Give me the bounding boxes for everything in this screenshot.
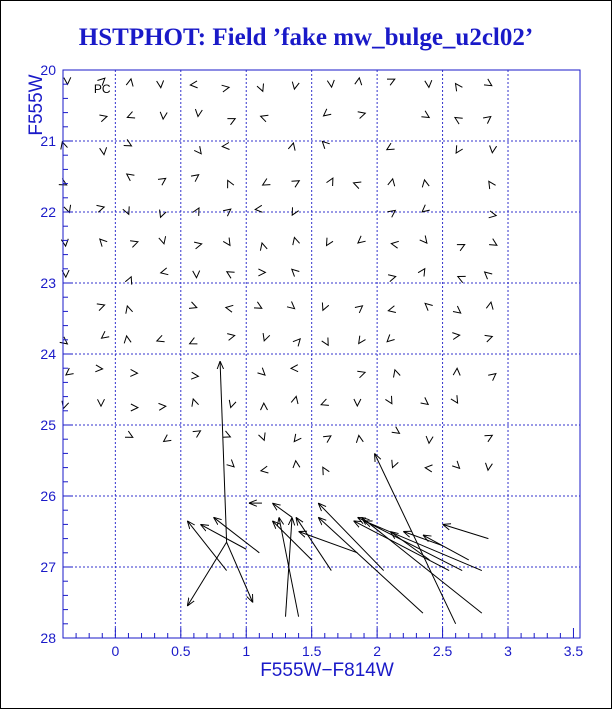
field-vector <box>490 145 497 152</box>
field-vector <box>288 143 295 151</box>
field-vector <box>456 145 463 153</box>
field-vector <box>292 207 299 215</box>
field-vector <box>99 115 107 122</box>
field-vector <box>358 236 366 243</box>
data-arrow <box>272 503 292 517</box>
field-vector <box>124 139 132 146</box>
field-vector <box>327 178 333 186</box>
field-vector <box>425 80 432 87</box>
field-vector <box>451 395 458 403</box>
x-tick-label: 1.5 <box>301 643 322 659</box>
field-vector <box>388 275 396 282</box>
field-vector <box>359 336 366 344</box>
field-vector <box>453 306 461 313</box>
field-vector <box>456 84 463 92</box>
field-vector <box>228 180 234 188</box>
field-vector <box>421 111 429 118</box>
field-vector <box>60 337 68 344</box>
field-vector <box>194 146 201 154</box>
field-vector <box>484 79 492 86</box>
field-vector <box>193 271 200 278</box>
field-vector <box>489 181 496 189</box>
field-vector <box>327 238 334 246</box>
field-vector <box>486 463 493 470</box>
field-vector <box>102 331 110 338</box>
field-vector <box>385 396 392 404</box>
data-arrow <box>318 503 383 570</box>
x-tick-label: 2.5 <box>432 643 453 659</box>
field-vector <box>452 333 459 340</box>
field-vector <box>388 306 396 313</box>
field-vector <box>258 269 265 276</box>
field-vector <box>223 238 230 246</box>
field-vector <box>291 396 298 404</box>
field-vector <box>323 467 330 475</box>
field-vector <box>66 368 74 375</box>
field-vector <box>354 399 361 406</box>
field-vector <box>426 436 433 443</box>
field-vector <box>322 338 329 346</box>
field-vector <box>392 460 399 468</box>
field-vector <box>191 372 198 379</box>
field-vector <box>223 209 231 216</box>
field-vector <box>130 241 138 248</box>
field-vector <box>388 179 395 187</box>
field-vector <box>261 403 268 410</box>
field-vector <box>394 370 401 378</box>
x-tick-label: 0 <box>111 643 120 659</box>
field-vector <box>255 205 262 212</box>
field-vector <box>192 399 199 407</box>
data-arrow <box>272 521 311 560</box>
field-vector <box>130 369 137 376</box>
field-vector <box>254 302 262 309</box>
field-vector <box>488 374 496 381</box>
field-vector <box>422 205 430 212</box>
y-tick-label: 25 <box>40 417 56 433</box>
field-vector <box>292 269 300 276</box>
field-vector <box>260 243 267 251</box>
y-tick-label: 26 <box>40 488 56 504</box>
field-vectors <box>59 77 497 475</box>
field-vector <box>485 272 493 279</box>
field-vector <box>486 302 493 310</box>
data-arrow <box>187 542 226 606</box>
field-vector <box>321 399 329 406</box>
field-vector <box>263 333 270 341</box>
y-tick-label: 27 <box>40 559 56 575</box>
field-vector <box>131 404 138 411</box>
field-vector <box>126 306 133 314</box>
field-vector <box>293 461 300 468</box>
y-tick-label: 20 <box>40 62 56 78</box>
x-tick-label: 0.5 <box>171 643 191 659</box>
field-vector <box>258 368 266 375</box>
field-vector <box>294 434 301 442</box>
field-vector <box>195 109 202 116</box>
field-vector <box>458 276 466 282</box>
field-vector <box>483 117 491 124</box>
plot-annotation: PC <box>93 81 111 96</box>
field-vector <box>388 210 396 217</box>
field-vector <box>97 304 105 311</box>
field-vector <box>191 175 199 182</box>
field-vector <box>222 143 229 150</box>
y-tick-label: 21 <box>40 133 56 149</box>
field-vector <box>292 181 300 188</box>
field-vector <box>485 435 493 442</box>
field-vector <box>418 269 425 277</box>
field-vector <box>257 84 264 92</box>
field-vector <box>322 303 328 311</box>
field-vector <box>287 302 295 309</box>
field-vector <box>159 403 166 410</box>
field-vector <box>100 239 107 247</box>
field-vector <box>161 268 169 275</box>
field-vector <box>158 178 166 185</box>
field-vector <box>190 81 197 88</box>
field-vector <box>387 143 395 150</box>
field-vector <box>189 302 197 309</box>
y-tick-label: 24 <box>40 346 56 362</box>
field-vector <box>64 205 71 213</box>
field-vector <box>190 338 198 344</box>
field-vector <box>425 303 433 310</box>
field-vector <box>227 119 235 125</box>
data-arrow <box>227 542 253 602</box>
chart-title: HSTPHOT: Field ’fake mw_bulge_u2cl02’ <box>78 24 534 51</box>
field-vector <box>387 334 395 341</box>
data-arrow <box>220 361 227 542</box>
field-vector <box>229 400 236 408</box>
field-vector <box>222 85 230 92</box>
field-vector <box>420 236 427 244</box>
field-vector <box>291 365 298 372</box>
x-tick-label: 3 <box>504 643 512 659</box>
y-tick-label: 22 <box>40 204 56 220</box>
field-vector <box>387 79 395 85</box>
y-axis-label: F555W <box>26 74 47 136</box>
x-tick-label: 1 <box>242 643 251 659</box>
data-arrow <box>423 535 469 560</box>
field-vector <box>193 431 201 438</box>
field-vector <box>95 365 102 372</box>
field-vector <box>160 210 167 218</box>
field-vector <box>227 460 235 467</box>
data-arrow <box>318 517 423 613</box>
field-vector <box>164 435 172 442</box>
field-vector <box>263 179 271 186</box>
field-vector <box>422 180 429 188</box>
field-vector <box>127 112 135 118</box>
field-vector <box>223 431 231 437</box>
grid-lines <box>63 70 580 638</box>
field-vector <box>227 272 235 279</box>
field-vector <box>485 335 493 342</box>
field-vector <box>327 80 334 87</box>
field-vector <box>97 205 105 212</box>
data-arrow <box>296 517 331 570</box>
field-vector <box>392 427 400 434</box>
field-vector <box>457 245 465 251</box>
field-vector <box>61 239 68 246</box>
field-vector <box>157 335 165 342</box>
field-vector <box>98 399 105 406</box>
field-vector <box>324 109 332 116</box>
field-vector <box>455 118 463 125</box>
field-vector <box>227 334 235 341</box>
field-vector <box>64 77 71 84</box>
field-vector <box>453 368 460 375</box>
field-vector <box>358 112 366 119</box>
data-arrow <box>364 521 482 571</box>
field-vector <box>159 236 166 244</box>
field-vector <box>261 115 269 122</box>
field-vector <box>194 242 202 249</box>
field-vector <box>157 80 164 87</box>
field-vector <box>261 466 269 473</box>
field-vector <box>293 237 300 245</box>
data-arrows <box>187 361 488 624</box>
field-vector <box>354 182 362 189</box>
field-vector <box>160 112 167 119</box>
field-vector <box>226 305 234 312</box>
field-vector <box>355 78 362 85</box>
data-arrow <box>443 524 489 538</box>
field-vector <box>123 206 129 214</box>
field-vector <box>100 147 107 154</box>
x-tick-label: 3.5 <box>563 643 584 659</box>
field-vector <box>357 371 365 378</box>
field-vector <box>452 461 459 468</box>
field-vector <box>127 174 135 181</box>
field-vector <box>356 435 363 442</box>
data-arrow <box>361 517 481 613</box>
field-vector <box>126 79 133 87</box>
field-vector <box>322 141 329 148</box>
field-vector <box>259 433 266 441</box>
x-tick-label: 2 <box>373 643 382 659</box>
field-vector <box>61 142 68 150</box>
field-vector <box>391 241 399 248</box>
field-vector <box>489 239 497 246</box>
field-vector <box>124 336 131 344</box>
field-vector <box>293 339 300 347</box>
y-tick-label: 23 <box>40 275 56 291</box>
field-vector <box>355 306 363 313</box>
field-vector <box>292 82 299 90</box>
y-tick-label: 28 <box>40 630 56 646</box>
field-vector <box>421 397 429 404</box>
field-vector <box>425 465 432 472</box>
field-vector <box>323 436 331 443</box>
x-axis-label: F555W−F814W <box>260 660 394 681</box>
field-vector <box>125 431 133 437</box>
